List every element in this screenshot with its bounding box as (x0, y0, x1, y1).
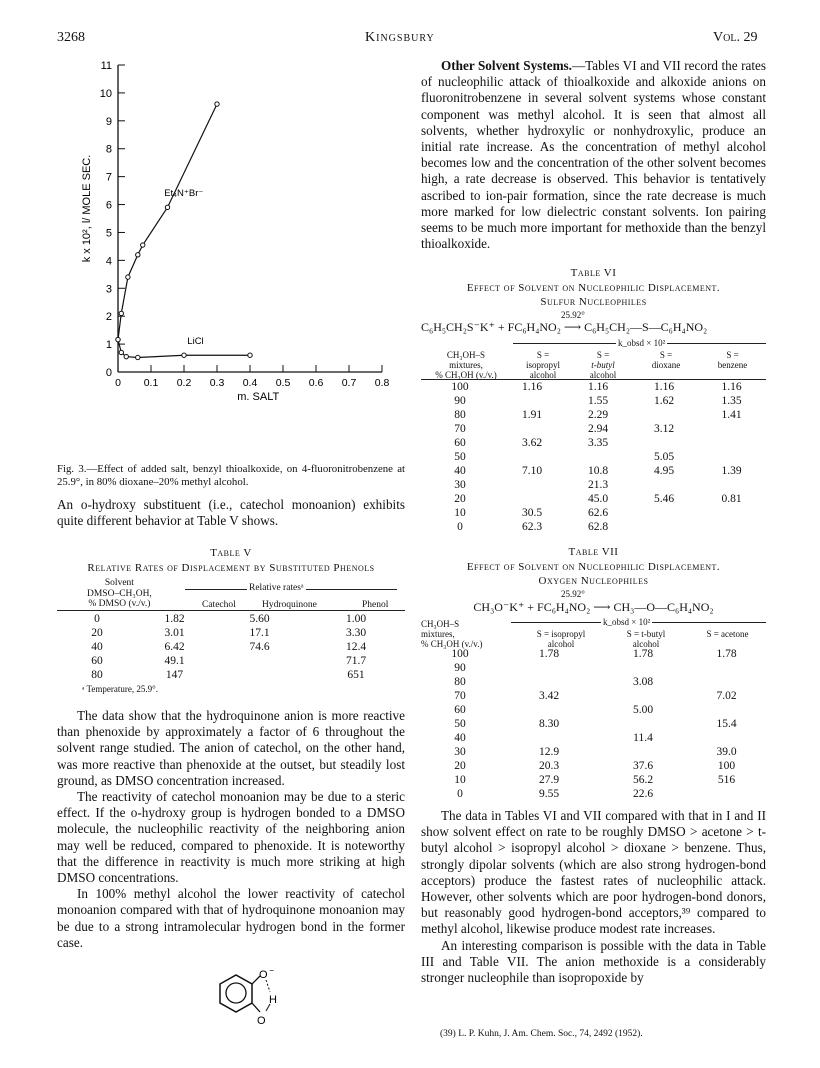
table7-row (421, 731, 766, 745)
table6-cell (631, 478, 697, 492)
x-axis-label: m. SALT (237, 391, 280, 403)
table6-cell (697, 422, 766, 436)
table7-cell: 15.4 (716, 718, 737, 730)
right-text-b (421, 808, 766, 986)
table6-cell: 0.81 (721, 493, 742, 505)
table7-col-isopropyl: S = isopropyl alcohol (536, 629, 586, 649)
table5-body (57, 612, 405, 682)
table7-row (421, 675, 766, 689)
table7-cell (599, 717, 687, 731)
table6-cell (697, 436, 766, 450)
x-tick-label: 0.3 (209, 377, 225, 389)
table7-cell (499, 661, 599, 675)
arrow-icon: ⟶ (563, 320, 585, 334)
table6-cell: 2.29 (587, 409, 609, 421)
table7-cell: 80 (454, 676, 466, 688)
table7-col0-header (421, 619, 511, 649)
table6-cell: 7.10 (521, 465, 543, 477)
paragraph-interesting-comparison: An interesting comparison is possible with the data in Table III and Table VII. The anion methoxide is a considerably stronger nucleophile than isopropoxide by (421, 937, 766, 986)
data-point (119, 350, 123, 354)
table6-cell: 1.41 (721, 409, 742, 421)
table5-row (57, 668, 405, 682)
y-tick-label: 9 (105, 115, 112, 128)
table6-cell (499, 422, 565, 436)
table6-cell: 1.39 (721, 465, 742, 477)
table6-cell: 1.16 (721, 381, 742, 393)
paragraph-other-solvents: —Tables VI and VII record the rates of nucleophilic attack of thioalkoxide and alkoxide anions on fluoronitrobenzene in several solvent systems whose constant component was methyl alcohol. It is seen that almost all solvents, whether hydroxylic or nonhydroxylic, produce an initial rate increase. As the concentration of methyl alcohol becomes low and the concentration of the other solvent becomes high, a rate decrease is observed. This behavior is tentatively ascribed to ion-pair formation, since the rate decrease is much more marked for low dielectric constant solvents. Ion pairing seems to be much more important for methoxide than the benzyl thioalkoxide. (421, 58, 766, 252)
table6-cell (499, 492, 565, 506)
table6-cell: 50 (454, 451, 466, 463)
table5-row (57, 640, 405, 654)
table7-row (421, 661, 766, 675)
table6-header (421, 338, 766, 382)
table7-cell: 5.00 (632, 704, 654, 716)
table7-row (421, 773, 766, 787)
table5-col-phenol: Phenol (362, 600, 389, 610)
table6-col-tbutyl: S = t-butyl alcohol (589, 350, 617, 380)
table6-cell: 21.3 (587, 479, 609, 491)
atom-o2: O (257, 1015, 266, 1027)
table5-col-catechol: Catechol (202, 600, 236, 610)
table5-cell: 74.6 (249, 641, 270, 653)
table7-cell: 1.78 (632, 648, 654, 660)
table6-cell: 62.6 (587, 507, 609, 519)
table6-cell (631, 520, 697, 534)
x-tick-label: 0.6 (308, 377, 324, 389)
table6-cell: 1.35 (721, 395, 742, 407)
table7-cell: 39.0 (716, 746, 737, 758)
table5-cell: 6.42 (164, 641, 185, 653)
table6-cell: 60 (454, 437, 466, 449)
table7-col0-line1: CH₃OH–S (421, 619, 460, 629)
table7-header (421, 617, 766, 651)
y-tick-label: 1 (105, 339, 112, 352)
table7-cell: 30 (454, 746, 466, 758)
table7-cell (687, 703, 766, 717)
paragraph-tables-comparison: The data in Tables VI and VII compared with that in I and II show solvent effect on rate to be roughly DMSO > acetone > t-butyl alcohol > isopropyl alcohol > dioxane > benzene. Thus, strongly dipolar solvents (which are also strong hydrogen-bond acceptors) produce the fastest rates of nucleophilic attack. However, other solvents which are poor hydrogen-bond donors, but reasonably good hydrogen-bond acceptors,³⁹ compared to methyl alcohol, likewise produce modest rate increases. (421, 808, 766, 937)
table6-col0-header (421, 350, 511, 380)
table5-cell: 80 (91, 669, 103, 681)
page-number: 3268 (57, 30, 85, 45)
running-head-author: Kingsbury (365, 30, 435, 45)
table7-row (421, 745, 766, 759)
table7-cell: 40 (454, 732, 466, 744)
table7-cell: 1.78 (716, 648, 737, 660)
table6-temp: 25.92° (561, 310, 585, 320)
table7-row (421, 703, 766, 717)
table7-cell: 50 (454, 718, 466, 730)
right-text-a (421, 58, 766, 252)
x-tick-label: 0 (115, 377, 121, 389)
table7-cell: 11.4 (633, 732, 653, 744)
table6-cell: 40 (454, 465, 466, 477)
table7-row (421, 787, 766, 801)
figure-caption: Fig. 3.—Effect of added salt, benzyl thioalkoxide, on 4-fluoronitrobenzene at 25.9°, in 80% dioxane–20% methyl alcohol. (57, 463, 405, 488)
x-tick-label: 0.4 (242, 377, 258, 389)
table7-cell (499, 731, 599, 745)
table7-cell: 3.42 (538, 690, 560, 702)
table6-cell: 4.95 (653, 465, 675, 477)
x-tick-label: 0.2 (176, 377, 192, 389)
data-point (116, 337, 120, 341)
table6-cell (499, 450, 565, 464)
table5-col0-line2: DMSO–CH₃OH, (87, 588, 152, 599)
footnote-39: (39) L. P. Kuhn, J. Am. Chem. Soc., 74, 2492 (1952). (440, 1029, 643, 1039)
table6-cell: 1.16 (587, 381, 609, 393)
table7-body (421, 647, 766, 801)
table6-cell (697, 520, 766, 534)
table5-cell: 60 (91, 655, 103, 667)
paragraph-hydroquinone: The data show that the hydroquinone anion is more reactive than phenoxide by approximately a factor of 6 throughout the solvent range studied. The anion of catechol, on the other hand, was more reactive than phenoxide at the outset, but steadily lost ground, as DMSO concentration increased. (57, 708, 405, 788)
table6-row (421, 506, 766, 520)
table5-footnote: ᵃ Temperature, 25.9°. (82, 684, 158, 694)
table5-col0-header (87, 578, 152, 610)
table6-cell: 100 (451, 381, 469, 393)
table5-row (57, 654, 405, 668)
table5-label: Table V (210, 547, 252, 559)
table6-cell (499, 478, 565, 492)
table7-temp: 25.92° (561, 589, 585, 599)
table7-col-acetone: S = acetone (706, 629, 749, 639)
table6-eq-left: C₆H₅CH₂S⁻K⁺ + FC₆H₄NO₂ (421, 320, 561, 334)
table6-col0-line3: % CH₃OH (v./v.) (435, 370, 497, 380)
table5-cell: 40 (91, 641, 103, 653)
table6-cell: 10 (454, 507, 466, 519)
atom-o1: O (259, 969, 268, 981)
table6-cell: 80 (454, 409, 466, 421)
table7-cell: 90 (454, 662, 466, 674)
figure-3-chart (80, 55, 400, 430)
table6-row (421, 520, 766, 534)
data-point (136, 253, 140, 257)
table5-cell: 12.4 (345, 641, 367, 653)
charge-minus: ‾ (270, 970, 274, 981)
y-tick-label: 11 (100, 60, 112, 72)
table5-cell (212, 668, 307, 682)
table7-col-tbutyl: S = t-butyl alcohol (626, 629, 666, 649)
y-tick-label: 0 (105, 367, 112, 379)
data-point (119, 311, 123, 315)
table5-cell (212, 654, 307, 668)
table7-cell (687, 675, 766, 689)
table5-cell: 17.1 (249, 627, 270, 639)
hbond (266, 980, 270, 992)
table5-cell: 71.7 (345, 655, 367, 667)
table6-cell: 70 (454, 423, 466, 435)
table6-row (421, 478, 766, 492)
table6-cell: 30 (454, 479, 466, 491)
table5-cell: 1.82 (164, 613, 185, 625)
table6-row (421, 450, 766, 464)
table7-cell: 37.6 (632, 760, 654, 772)
table7-cell: 20 (454, 760, 466, 772)
table7-group-label: k_obsd × 10² (603, 617, 651, 627)
table7-equation (421, 600, 766, 615)
table7-cell: 0 (457, 788, 463, 800)
table6-cell: 62.8 (587, 521, 609, 533)
left-text-a (57, 497, 405, 529)
table6-cell (697, 478, 766, 492)
data-point (141, 243, 145, 247)
y-tick-label: 2 (105, 311, 112, 324)
table5-cell: 49.1 (164, 655, 185, 667)
table6-cell: 20 (454, 493, 466, 505)
table6-col0-line2: mixtures, (449, 360, 483, 370)
table6-cell (499, 394, 565, 408)
table6-equation (421, 320, 766, 335)
paragraph-steric: The reactivity of catechol monoanion may be due to a steric effect. If the o-hydroxy group is hydrogen bonded to a DMSO molecule, the nucleophilic reactivity of the neighboring anion may well be reduced, compared to phenoxide. It is noteworthy that the difference in reactivity is much more striking at high DMSO concentrations. (57, 789, 405, 886)
x-tick-label: 0.5 (275, 377, 291, 389)
y-axis-label: k x 10², l/ MOLE SEC. (81, 154, 93, 263)
table6-cell (565, 450, 631, 464)
table5-cell: 3.30 (345, 627, 367, 639)
y-tick-label: 4 (105, 255, 112, 268)
table5-cell: 3.01 (164, 627, 185, 639)
y-tick-label: 7 (105, 171, 112, 184)
table7-cell: 12.9 (538, 746, 560, 758)
table7-cell: 20.3 (538, 760, 560, 772)
table6-col-dioxane: S = dioxane (651, 350, 681, 370)
table6-cell (631, 436, 697, 450)
table7-cell (599, 745, 687, 759)
table7-row (421, 647, 766, 661)
table5-col0-line1: Solvent (104, 578, 134, 588)
table7-cell: 100 (451, 648, 469, 660)
table6-row (421, 422, 766, 436)
data-point (215, 102, 219, 106)
table5-row (57, 612, 405, 626)
x-tick-label: 0.8 (374, 377, 390, 389)
table5-group-label: Relative ratesᵃ (249, 583, 304, 593)
table7-col0-line2: mixtures, (421, 629, 455, 639)
table7-label: Table VII (568, 546, 619, 558)
table7-cell: 9.55 (538, 788, 560, 800)
series-label: LiCl (187, 336, 204, 348)
table6-row (421, 464, 766, 478)
table7-cell: 7.02 (716, 690, 737, 702)
y-tick-label: 3 (105, 283, 112, 296)
table7-row (421, 689, 766, 703)
y-tick-label: 10 (99, 87, 112, 100)
table6-row (421, 380, 766, 394)
benzene-ring (220, 975, 252, 1012)
bond-o2 (252, 1003, 260, 1012)
table6-row (421, 408, 766, 422)
table6-cell: 2.94 (587, 423, 609, 435)
table7-cell (687, 731, 766, 745)
table7-cell (687, 787, 766, 801)
table7-cell: 100 (717, 760, 736, 772)
table6-cell: 5.46 (653, 493, 675, 505)
table7-row (421, 717, 766, 731)
x-tick-label: 0.1 (143, 377, 159, 389)
left-text-b (57, 708, 405, 951)
table5-col0-line3: % DMSO (v./v.) (88, 599, 151, 609)
table6-eq-right: C₆H₅CH₂—S—C₆H₄NO₂ (584, 320, 708, 334)
x-tick-label: 0.7 (341, 377, 357, 389)
table6-col-isopropyl: S = isopropyl alcohol (525, 350, 560, 380)
table7-eq-right: CH₃—O—C₆H₄NO₂ (613, 600, 714, 614)
table5-row (57, 626, 405, 640)
table6-cell (631, 506, 697, 520)
table6-row (421, 492, 766, 506)
series-line (118, 104, 217, 340)
data-point (136, 355, 140, 359)
table6-row (421, 436, 766, 450)
table7-title2: Oxygen Nucleophiles (538, 575, 649, 587)
section-head-other-solvents: Other Solvent Systems. (441, 58, 572, 73)
catechol-structure (200, 962, 290, 1037)
data-point (248, 353, 252, 357)
table6-group-label: k_obsd × 10² (618, 338, 666, 348)
table5-title: Relative Rates of Displacement by Substituted Phenols (87, 562, 375, 574)
table5-cell: 20 (91, 627, 103, 639)
table6-cell: 10.8 (587, 465, 609, 477)
table7-cell: 70 (454, 690, 466, 702)
table7-cell: 22.6 (632, 788, 654, 800)
table7-cell: 60 (454, 704, 466, 716)
arrow-icon: ⟶ (593, 600, 614, 614)
table5-cell: 651 (347, 669, 365, 681)
table6-cell (631, 408, 697, 422)
table5-cell: 5.60 (249, 613, 270, 625)
table7-eq-left: CH₃O⁻K⁺ + FC₆H₄NO₂ (473, 600, 591, 614)
table6-col-benzene: S = benzene (717, 350, 748, 370)
table6-title2: Sulfur Nucleophiles (540, 296, 647, 308)
table7-cell (599, 661, 687, 675)
table7-cell: 56.2 (632, 774, 654, 786)
table6-cell (697, 506, 766, 520)
table6-cell: 90 (454, 395, 466, 407)
table6-cell: 30.5 (521, 507, 543, 519)
table6-cell: 3.35 (587, 437, 609, 449)
paragraph-ortho-hydroxy: An o-hydroxy substituent (i.e., catechol monoanion) exhibits quite different behavior at Table V shows. (57, 497, 405, 529)
volume-label: Vol. 29 (713, 30, 758, 45)
data-point (165, 205, 169, 209)
table7-row (421, 759, 766, 773)
series-label: Et₄N⁺Br⁻ (164, 188, 204, 200)
y-tick-label: 8 (105, 143, 112, 156)
table6-col0-line1: CH₃OH–S (446, 350, 486, 360)
table7-cell (687, 661, 766, 675)
table6-cell: 45.0 (587, 493, 609, 505)
table7-cell: 3.08 (632, 676, 654, 688)
table6-cell: 62.3 (521, 521, 543, 533)
table6-body (421, 380, 766, 534)
paragraph-methyl-alcohol: In 100% methyl alcohol the lower reactivity of catechol monoanion compared with that of hydroquinone monoanion may be due to a strong intramolecular hydrogen bond in the former case. (57, 886, 405, 950)
table6-cell: 1.55 (587, 395, 609, 407)
table7-cell: 8.30 (538, 718, 560, 730)
table6-cell: 5.05 (653, 451, 675, 463)
table6-cell: 1.91 (521, 409, 543, 421)
table5-cell: 1.00 (345, 613, 367, 625)
table7-cell: 10 (454, 774, 466, 786)
table6-row (421, 394, 766, 408)
table6-title1: Effect of Solvent on Nucleophilic Displacement. (466, 282, 721, 294)
table5-cell: 147 (165, 669, 184, 681)
table7-col0-line3: % CH₃OH (v./v.) (421, 639, 483, 649)
aromatic-circle (226, 983, 246, 1003)
data-point (182, 353, 186, 357)
table7-cell (499, 703, 599, 717)
atom-h: H (269, 994, 277, 1006)
table5-cell: 0 (94, 613, 100, 625)
table6-cell: 0 (457, 521, 463, 533)
table6-cell: 3.12 (653, 423, 675, 435)
data-point (124, 354, 128, 358)
y-tick-label: 5 (105, 227, 112, 240)
table5-rule (57, 610, 405, 611)
table6-cell: 1.16 (521, 381, 543, 393)
table7-cell: 516 (717, 774, 736, 786)
table7-cell: 1.78 (538, 648, 560, 660)
table6-cell (697, 450, 766, 464)
table6-cell: 3.62 (521, 437, 543, 449)
table6-cell: 1.62 (653, 395, 675, 407)
table7-cell: 27.9 (538, 774, 560, 786)
table7-title1: Effect of Solvent on Nucleophilic Displacement. (466, 561, 721, 573)
y-tick-label: 6 (105, 199, 112, 212)
table5-col-hydroquinone: Hydroquinone (262, 600, 317, 610)
table6-label: Table VI (570, 267, 617, 279)
table7-cell (499, 675, 599, 689)
table6-cell: 1.16 (653, 381, 675, 393)
table7-cell (599, 689, 687, 703)
data-point (126, 275, 130, 279)
